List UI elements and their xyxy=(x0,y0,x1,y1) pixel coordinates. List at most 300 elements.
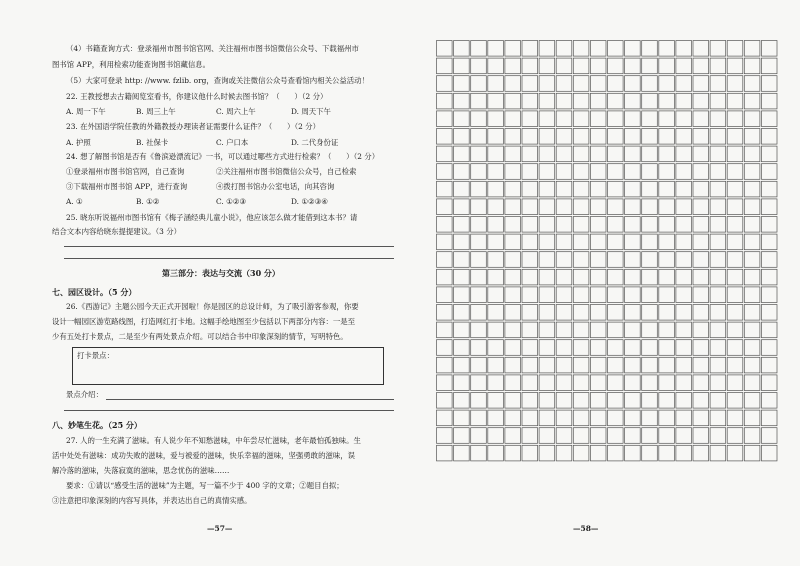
grid-cell xyxy=(454,428,470,444)
grid-cell xyxy=(642,93,658,109)
grid-cell xyxy=(573,41,589,57)
grid-cell xyxy=(437,58,453,74)
grid-cell xyxy=(522,410,538,426)
grid-cell xyxy=(505,93,521,109)
grid-cell xyxy=(539,164,555,180)
grid-cell xyxy=(659,199,675,215)
grid-cell xyxy=(744,428,760,444)
text-line: （5）大家可登录 http: //www. fzlib. org，查询或关注微信公众号查看馆内相关公益活动！ xyxy=(66,76,369,85)
grid-cell xyxy=(505,305,521,321)
grid-cell xyxy=(642,375,658,391)
grid-cell xyxy=(471,164,487,180)
grid-cell xyxy=(454,199,470,215)
grid-cell xyxy=(539,217,555,233)
grid-cell xyxy=(625,93,641,109)
grid-cell xyxy=(727,393,743,409)
grid-cell xyxy=(642,41,658,57)
grid-cell xyxy=(505,410,521,426)
grid-cell xyxy=(727,41,743,57)
grid-cell xyxy=(471,199,487,215)
grid-cell xyxy=(556,41,572,57)
grid-cell xyxy=(471,375,487,391)
grid-cell xyxy=(761,269,777,285)
grid-cell xyxy=(590,252,606,268)
grid-cell xyxy=(710,357,726,373)
way: ①登录福州市图书馆官网，自己查询 xyxy=(66,167,185,176)
grid-cell xyxy=(437,357,453,373)
grid-cell xyxy=(539,111,555,127)
grid-cell xyxy=(488,93,504,109)
grid-cell xyxy=(437,76,453,92)
grid-cell xyxy=(659,58,675,74)
grid-cell xyxy=(539,146,555,162)
grid-cell xyxy=(573,340,589,356)
checkin-box xyxy=(72,347,384,385)
grid-cell xyxy=(539,305,555,321)
grid-cell xyxy=(437,164,453,180)
grid-cell xyxy=(744,199,760,215)
grid-cell xyxy=(608,129,624,145)
grid-cell xyxy=(471,357,487,373)
grid-cell xyxy=(539,234,555,250)
grid-cell xyxy=(659,357,675,373)
grid-cell xyxy=(590,375,606,391)
grid-cell xyxy=(522,269,538,285)
grid-cell xyxy=(539,410,555,426)
grid-cell xyxy=(471,111,487,127)
grid-cell xyxy=(625,393,641,409)
grid-cell xyxy=(556,234,572,250)
grid-cell xyxy=(659,111,675,127)
grid-cell xyxy=(573,410,589,426)
grid-cell xyxy=(761,393,777,409)
grid-cell xyxy=(505,181,521,197)
grid-cell xyxy=(471,410,487,426)
grid-cell xyxy=(659,129,675,145)
grid-cell xyxy=(437,217,453,233)
grid-cell xyxy=(590,393,606,409)
grid-cell xyxy=(471,217,487,233)
text-line: 结合文本内容给晓东提提建议。（3 分） xyxy=(52,227,181,236)
grid-cell xyxy=(471,146,487,162)
option: D. 二代身份证 xyxy=(291,138,339,147)
grid-cell xyxy=(744,252,760,268)
grid-cell xyxy=(676,111,692,127)
text-line: ③注意把印象深刻的内容写具体，并表达出自己的真情实感。 xyxy=(52,496,252,505)
grid-cell xyxy=(471,58,487,74)
grid-cell xyxy=(727,93,743,109)
grid-cell xyxy=(608,269,624,285)
grid-cell xyxy=(437,410,453,426)
grid-cell xyxy=(693,111,709,127)
grid-cell xyxy=(505,129,521,145)
grid-cell xyxy=(744,375,760,391)
option: D. 周天下午 xyxy=(291,107,331,116)
grid-cell xyxy=(761,129,777,145)
grid-cell xyxy=(710,428,726,444)
grid-cell xyxy=(437,181,453,197)
grid-cell xyxy=(556,93,572,109)
grid-cell xyxy=(744,322,760,338)
grid-cell xyxy=(693,181,709,197)
grid-cell xyxy=(693,269,709,285)
grid-cell xyxy=(454,322,470,338)
grid-cell xyxy=(642,410,658,426)
grid-cell xyxy=(659,393,675,409)
question-24: 24. 想了解图书馆是否有《鲁滨逊漂流记》一书，可以通过哪些方式进行检索？（ ）（2 分） xyxy=(66,152,380,161)
grid-cell xyxy=(625,375,641,391)
grid-cell xyxy=(590,41,606,57)
grid-cell xyxy=(590,357,606,373)
grid-cell xyxy=(710,76,726,92)
grid-cell xyxy=(590,111,606,127)
grid-cell xyxy=(693,357,709,373)
grid-cell xyxy=(744,357,760,373)
grid-cell xyxy=(471,234,487,250)
grid-cell xyxy=(573,93,589,109)
grid-cell xyxy=(573,164,589,180)
text-line: 设计一幅园区游览路线图，打造网红打卡地。这幅手绘地图至少包括以下两部分内容：一是至 xyxy=(52,317,356,326)
grid-cell xyxy=(744,340,760,356)
grid-cell xyxy=(437,305,453,321)
grid-cell xyxy=(590,217,606,233)
grid-cell xyxy=(710,111,726,127)
grid-cell xyxy=(556,269,572,285)
grid-cell xyxy=(556,58,572,74)
grid-cell xyxy=(625,322,641,338)
grid-cell xyxy=(625,410,641,426)
grid-cell xyxy=(573,199,589,215)
grid-cell xyxy=(505,393,521,409)
grid-cell xyxy=(471,322,487,338)
grid-cell xyxy=(608,410,624,426)
grid-cell xyxy=(454,305,470,321)
grid-cell xyxy=(693,305,709,321)
grid-cell xyxy=(608,375,624,391)
text-line: 图书馆 APP，利用检索功能查询图书馆藏信息。 xyxy=(52,60,211,69)
option: C. 户口本 xyxy=(216,138,249,147)
grid-cell xyxy=(761,93,777,109)
grid-cell xyxy=(522,340,538,356)
grid-cell xyxy=(659,181,675,197)
grid-cell xyxy=(676,410,692,426)
grid-cell xyxy=(761,164,777,180)
grid-cell xyxy=(744,164,760,180)
grid-cell xyxy=(761,375,777,391)
grid-cell xyxy=(590,234,606,250)
grid-cell xyxy=(488,269,504,285)
option: A. ① xyxy=(66,197,83,206)
grid-cell xyxy=(539,93,555,109)
grid-cell xyxy=(710,410,726,426)
grid-cell xyxy=(642,217,658,233)
grid-cell xyxy=(693,322,709,338)
grid-cell xyxy=(522,375,538,391)
grid-cell xyxy=(522,357,538,373)
grid-cell xyxy=(676,217,692,233)
grid-cell xyxy=(608,428,624,444)
grid-cell xyxy=(744,146,760,162)
grid-cell xyxy=(454,93,470,109)
grid-cell xyxy=(573,428,589,444)
grid-cell xyxy=(659,217,675,233)
grid-cell xyxy=(437,199,453,215)
grid-cell xyxy=(727,199,743,215)
grid-cell xyxy=(676,76,692,92)
grid-cell xyxy=(727,146,743,162)
grid-cell xyxy=(642,287,658,303)
grid-cell xyxy=(488,428,504,444)
composition-grid xyxy=(436,40,779,465)
grid-cell xyxy=(437,146,453,162)
grid-cell xyxy=(454,234,470,250)
grid-cell xyxy=(454,181,470,197)
grid-cell xyxy=(676,93,692,109)
grid-cell xyxy=(727,76,743,92)
grid-cell xyxy=(625,340,641,356)
grid-cell xyxy=(505,234,521,250)
grid-cell xyxy=(761,357,777,373)
grid-cell xyxy=(488,287,504,303)
grid-cell xyxy=(522,393,538,409)
grid-cell xyxy=(710,129,726,145)
grid-cell xyxy=(590,181,606,197)
grid-cell xyxy=(590,76,606,92)
grid-cell xyxy=(608,234,624,250)
grid-cell xyxy=(573,234,589,250)
question-25: 25. 晓东听说福州市图书馆有《梅子涵经典儿童小说》，他应该怎么做才能借到这本书？请 xyxy=(66,213,358,222)
grid-cell xyxy=(454,357,470,373)
grid-cell xyxy=(744,58,760,74)
grid-cell xyxy=(573,146,589,162)
grid-cell xyxy=(676,252,692,268)
grid-cell xyxy=(590,410,606,426)
grid-cell xyxy=(608,305,624,321)
grid-cell xyxy=(693,393,709,409)
grid-cell xyxy=(676,375,692,391)
grid-cell xyxy=(556,76,572,92)
grid-cell xyxy=(761,58,777,74)
grid-cell xyxy=(761,146,777,162)
grid-cell xyxy=(488,234,504,250)
grid-cell xyxy=(625,111,641,127)
grid-cell xyxy=(505,252,521,268)
grid-cell xyxy=(727,58,743,74)
grid-cell xyxy=(573,181,589,197)
grid-cell xyxy=(471,129,487,145)
question-26: 26.《西游记》主题公园今天正式开园啦！你是园区的总设计师，为了吸引游客参观，你要 xyxy=(66,302,359,311)
grid-cell xyxy=(676,322,692,338)
grid-cell xyxy=(454,41,470,57)
grid-cell xyxy=(522,146,538,162)
grid-cell xyxy=(693,252,709,268)
grid-cell xyxy=(693,445,709,461)
grid-cell xyxy=(608,181,624,197)
answer-line xyxy=(64,410,394,411)
grid-cell xyxy=(437,287,453,303)
grid-cell xyxy=(761,217,777,233)
grid-cell xyxy=(608,164,624,180)
grid-cell xyxy=(676,234,692,250)
grid-cell xyxy=(659,164,675,180)
grid-cell xyxy=(642,129,658,145)
grid-cell xyxy=(573,375,589,391)
grid-cell xyxy=(761,410,777,426)
grid-cell xyxy=(608,146,624,162)
grid-cell xyxy=(522,164,538,180)
grid-cell xyxy=(488,252,504,268)
grid-cell xyxy=(761,76,777,92)
grid-cell xyxy=(556,357,572,373)
grid-cell xyxy=(693,41,709,57)
grid-cell xyxy=(488,181,504,197)
grid-cell xyxy=(556,217,572,233)
grid-cell xyxy=(573,129,589,145)
grid-cell xyxy=(556,181,572,197)
grid-cell xyxy=(676,357,692,373)
grid-cell xyxy=(744,41,760,57)
grid-cell xyxy=(625,199,641,215)
grid-cell xyxy=(522,234,538,250)
grid-cell xyxy=(505,41,521,57)
grid-cell xyxy=(642,357,658,373)
grid-cell xyxy=(642,322,658,338)
grid-cell xyxy=(522,445,538,461)
way: ②关注福州市图书馆微信公众号，自己检索 xyxy=(216,167,357,176)
grid-cell xyxy=(590,340,606,356)
grid-cell xyxy=(710,41,726,57)
grid-cell xyxy=(488,199,504,215)
grid-cell xyxy=(505,146,521,162)
grid-cell xyxy=(676,305,692,321)
grid-cell xyxy=(659,287,675,303)
text-line: （4）书籍查询方式：登录福州市图书馆官网、关注福州市图书馆微信公众号、下载福州市 xyxy=(66,44,359,53)
grid-cell xyxy=(710,252,726,268)
grid-cell xyxy=(744,111,760,127)
grid-cell xyxy=(505,76,521,92)
grid-cell xyxy=(659,234,675,250)
grid-cell xyxy=(590,146,606,162)
grid-cell xyxy=(642,181,658,197)
grid-cell xyxy=(642,428,658,444)
grid-cell xyxy=(761,340,777,356)
grid-cell xyxy=(625,41,641,57)
grid-cell xyxy=(608,41,624,57)
grid-cell xyxy=(710,340,726,356)
grid-cell xyxy=(505,111,521,127)
grid-cell xyxy=(471,76,487,92)
grid-cell xyxy=(625,76,641,92)
grid-cell xyxy=(471,428,487,444)
grid-cell xyxy=(590,58,606,74)
grid-cell xyxy=(625,445,641,461)
grid-cell xyxy=(505,269,521,285)
grid-cell xyxy=(556,146,572,162)
grid-cell xyxy=(659,269,675,285)
grid-cell xyxy=(522,199,538,215)
grid-cell xyxy=(676,340,692,356)
grid-cell xyxy=(505,199,521,215)
grid-cell xyxy=(437,340,453,356)
grid-cell xyxy=(556,111,572,127)
grid-cell xyxy=(556,322,572,338)
grid-cell xyxy=(556,287,572,303)
grid-cell xyxy=(505,428,521,444)
grid-cell xyxy=(676,164,692,180)
grid-cell xyxy=(471,340,487,356)
grid-cell xyxy=(471,305,487,321)
grid-cell xyxy=(590,199,606,215)
grid-cell xyxy=(744,287,760,303)
grid-cell xyxy=(522,111,538,127)
grid-cell xyxy=(608,252,624,268)
text-line: 少有五处打卡景点，二是至少有两处景点介绍。可以结合书中印象深刻的情节，写明特色。 xyxy=(52,332,348,341)
grid-cell xyxy=(693,199,709,215)
grid-cell xyxy=(693,76,709,92)
grid-cell xyxy=(710,445,726,461)
grid-cell xyxy=(556,340,572,356)
grid-cell xyxy=(573,217,589,233)
grid-cell xyxy=(556,199,572,215)
grid-cell xyxy=(556,375,572,391)
grid-cell xyxy=(761,41,777,57)
grid-cell xyxy=(556,252,572,268)
grid-cell xyxy=(573,252,589,268)
grid-cell xyxy=(590,93,606,109)
grid-cell xyxy=(437,129,453,145)
grid-cell xyxy=(625,252,641,268)
grid-cell xyxy=(573,305,589,321)
section-7-title: 七、园区设计。（5 分） xyxy=(52,287,137,297)
grid-cell xyxy=(659,445,675,461)
grid-cell xyxy=(744,410,760,426)
way: ③下载福州市图书馆 APP，进行查询 xyxy=(66,182,188,191)
grid-cell xyxy=(590,428,606,444)
grid-cell xyxy=(710,199,726,215)
grid-cell xyxy=(608,58,624,74)
grid-cell xyxy=(539,41,555,57)
question-27: 27. 人的一生充满了滋味。有人说少年不知愁滋味，中年尝尽忙滋味，老年最怕孤独味。生 xyxy=(66,436,361,445)
grid-cell xyxy=(556,428,572,444)
grid-cell xyxy=(625,428,641,444)
grid-cell xyxy=(710,322,726,338)
grid-cell xyxy=(744,234,760,250)
grid-cell xyxy=(710,287,726,303)
grid-cell xyxy=(659,305,675,321)
grid-cell xyxy=(642,76,658,92)
grid-cell xyxy=(437,375,453,391)
grid-cell xyxy=(625,181,641,197)
grid-cell xyxy=(761,287,777,303)
grid-cell xyxy=(659,93,675,109)
grid-cell xyxy=(710,146,726,162)
grid-cell xyxy=(727,410,743,426)
grid-cell xyxy=(590,445,606,461)
grid-cell xyxy=(471,287,487,303)
grid-cell xyxy=(454,445,470,461)
grid-cell xyxy=(676,41,692,57)
intro-label: 景点介绍： xyxy=(66,390,103,399)
grid-cell xyxy=(522,76,538,92)
grid-cell xyxy=(744,181,760,197)
grid-cell xyxy=(505,287,521,303)
grid-cell xyxy=(710,93,726,109)
grid-cell xyxy=(761,428,777,444)
page-number-left: —57— xyxy=(207,524,233,533)
grid-cell xyxy=(573,111,589,127)
grid-cell xyxy=(710,58,726,74)
text-line: 活中处处有滋味：成功失败的滋味，爱与被爱的滋味，快乐幸福的滋味，坚强勇敢的滋味，误 xyxy=(52,451,356,460)
